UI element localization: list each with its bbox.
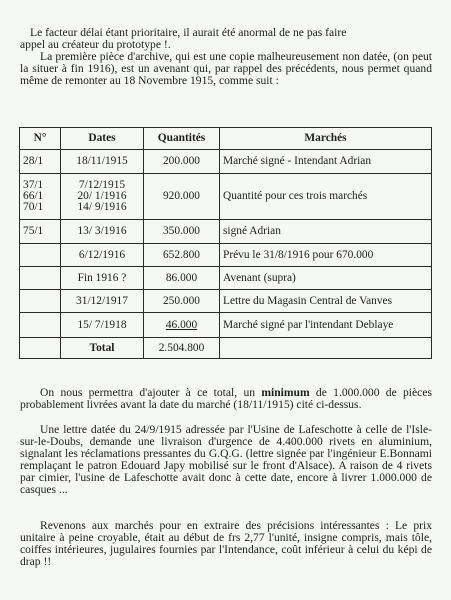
table-row	[20, 220, 432, 244]
minimum-text-before: On nous permettra d'ajouter à ce total, un	[40, 386, 256, 399]
cell-number	[20, 244, 61, 267]
table-row	[20, 174, 432, 220]
cell-quantity: 652.800	[144, 244, 220, 267]
header-dates: Dates	[61, 128, 144, 150]
minimum-text-after: de 1.000.000 de pièces probablement livrées avant la date du marché (18/11/1915) cité ci-dessus.	[20, 386, 432, 411]
cell-dates: 13/ 3/1916	[61, 220, 144, 244]
table-row	[20, 290, 432, 313]
total-value: 2.504.800	[144, 338, 220, 359]
intro-paragraph-2: La première pièce d'archive, qui est une copie malheureusement non datée, (on peut la situer à fin 1916), est un avenant qui, par rappel des précédents, nous permet quand même de remonter au 18 Novembre 1915, comme suit :	[20, 50, 432, 87]
cell-number	[20, 313, 61, 338]
cell-market: Quantité pour ces trois marchés	[220, 174, 432, 220]
cell-dates: 18/11/1915	[61, 150, 144, 174]
cell-number: 28/1	[20, 150, 61, 174]
minimum-bold: minimum	[261, 386, 310, 399]
cell-dates: 6/12/1916	[61, 244, 144, 267]
cell-market: Lettre du Magasin Central de Vanves	[220, 290, 432, 313]
cell-dates: 31/12/1917	[61, 290, 144, 313]
table-row	[20, 267, 432, 290]
cell-market: signé Adrian	[220, 220, 432, 244]
table-row	[20, 150, 432, 174]
total-label: Total	[61, 338, 144, 359]
header-markets: Marchés	[220, 128, 432, 150]
markets-table	[19, 127, 432, 359]
cell-market: Avenant (supra)	[220, 267, 432, 290]
cell-market: Marché signé - Intendant Adrian	[220, 150, 432, 174]
intro-line-1: Le facteur délai étant prioritaire, il aurait été anormal de ne pas faire	[30, 26, 347, 39]
intro-line-2: appel au créateur du prototype !.	[20, 38, 171, 51]
cell-quantity: 46.000	[144, 313, 220, 338]
cell-number	[20, 290, 61, 313]
table-row	[20, 313, 432, 338]
cell-quantity: 250.000	[144, 290, 220, 313]
cell-number: 75/1	[20, 220, 61, 244]
cell-market	[220, 338, 432, 359]
cell-number: 37/1 66/1 70/1	[20, 174, 61, 220]
cell-number	[20, 267, 61, 290]
paragraph-minimum	[20, 387, 432, 411]
cell-dates: 15/ 7/1918	[61, 313, 144, 338]
cell-quantity: 920.000	[144, 174, 220, 220]
header-number: N°	[20, 128, 61, 150]
cell-quantity: 86.000	[144, 267, 220, 290]
cell-quantity: 200.000	[144, 150, 220, 174]
header-quantities: Quantités	[144, 128, 220, 150]
cell-market: Marché signé par l'intendant Deblaye	[220, 313, 432, 338]
cell-dates: 7/12/1915 20/ 1/1916 14/ 9/1916	[61, 174, 144, 220]
paragraph-prices: Revenons aux marchés pour en extraire des précisions intéressantes : Le prix unitaire à peine croyable, était au début de frs 2,77 l'unité, insigne compris, mais tôle, coiffes intérieures, jugulaires fournies par l'Intendance, coût inférieur à celui du képi de drap !!	[20, 519, 432, 568]
cell-market: Prévu le 31/8/1916 pour 670.000	[220, 244, 432, 267]
paragraph-letter: Une lettre datée du 24/9/1915 adressée par l'Usine de Lafeschotte à celle de l'Isle-sur-le-Doubs, demande une livraison d'urgence de 4.400.000 rivets en aluminium, signalant les réclamations pressantes du G.Q.G. (lettre signée par l'ingénieur E.Bonnami remplaçant le patron Edouard Japy mobilisé sur le front d'Alsace). A raison de 4 rivets par cimier, l'usine de Lafeschotte avait donc à cette date, encore à livrer 1.000.000 de casques ...	[20, 423, 432, 496]
table-total-row	[20, 338, 432, 359]
table-header-row	[20, 128, 432, 150]
cell-dates: Fin 1916 ?	[61, 267, 144, 290]
cell-quantity: 350.000	[144, 220, 220, 244]
table-row	[20, 244, 432, 267]
cell-number	[20, 338, 61, 359]
